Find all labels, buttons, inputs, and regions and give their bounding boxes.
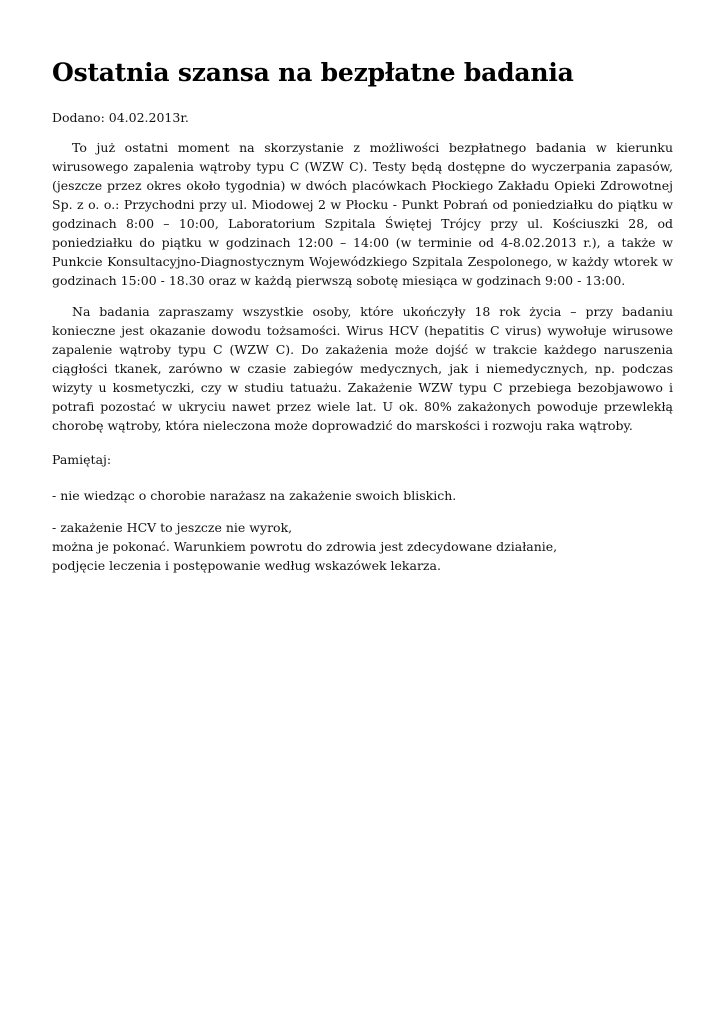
article bbox=[52, 52, 673, 575]
bullet-line: można je pokonać. Warunkiem powrotu do zdrowia jest zdecydowane działanie, bbox=[52, 539, 558, 554]
remember-label: Pamiętaj: bbox=[52, 452, 112, 467]
publish-date: Dodano: 04.02.2013r. bbox=[52, 110, 189, 125]
bullet-line: - zakażenie HCV to jeszcze nie wyrok, bbox=[52, 520, 293, 535]
bullet-item: - nie wiedząc o chorobie narażasz na zakażenie swoich bliskich. bbox=[52, 488, 457, 503]
bullet-item-multiline bbox=[52, 518, 673, 575]
article-title: Ostatnia szansa na bezpłatne badania bbox=[52, 58, 574, 87]
paragraph-testing-locations: To już ostatni moment na skorzystanie z możliwości bezpłatnego badania w kierunku wirusowego zapalenia wątroby typu C (WZW C). Testy będą dostępne do wyczerpania zapasów, (jeszcze przez okres około tygodnia) w dwóch placówkach Płockiego Zakładu Opieki Zdrowotnej Sp. z o. o.: Przychodni przy ul. Miodowej 2 w Płocku - Punkt Pobrań od poniedziałku do piątku w godzinach 8:00 – 10:00, Laboratorium Szpitala Świętej Trójcy przy ul. Kościuszki 28, od poniedziałku do piątku w godzinach 12:00 – 14:00 (w terminie od 4-8.02.2013 r.), a także w Punkcie Konsultacyjno-Diagnostycznym Wojewódzkiego Szpitala Zespolonego, w każdy wtorek w godzinach 15:00 - 18.30 oraz w każdą pierwszą sobotę miesiąca w godzinach 9:00 - 13:00. bbox=[52, 140, 673, 288]
paragraph-hcv-info: Na badania zapraszamy wszystkie osoby, które ukończyły 18 rok życia – przy badaniu konieczne jest okazanie dowodu tożsamości. Wirus HCV (hepatitis C virus) wywołuje wirusowe zapalenie wątroby typu C (WZW C). Do zakażenia może dojść w trakcie każdego naruszenia ciągłości tkanek, zarówno w czasie zabiegów medycznych, jak i niemedycznych, np. podczas wizyty u kosmetyczki, czy w studiu tatuażu. Zakażenie WZW typu C przebiega bezobjawowo i potrafi pozostać w ukryciu nawet przez wiele lat. U ok. 80% zakażonych powoduje przewlekłą chorobę wątroby, która nieleczona może doprowadzić do marskości i rozwoju raka wątroby. bbox=[52, 304, 673, 433]
bullet-line: podjęcie leczenia i postępowanie według wskazówek lekarza. bbox=[52, 558, 441, 573]
